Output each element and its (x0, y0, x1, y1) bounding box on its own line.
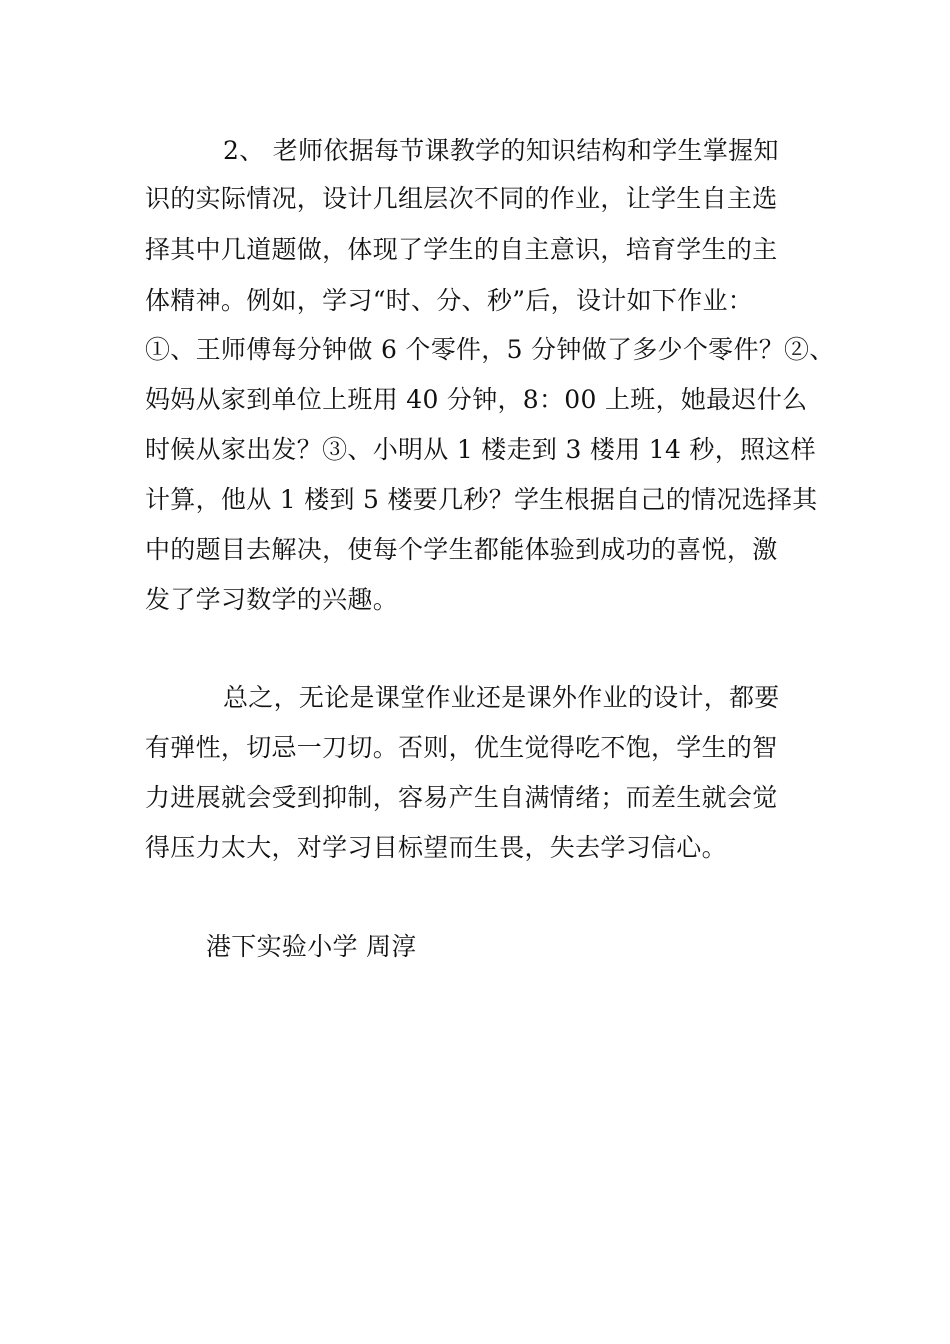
paragraph-line: 中的题目去解决，使每个学生都能体验到成功的喜悦，激 (145, 535, 778, 564)
paragraph-line: 择其中几道题做，体现了学生的自主意识，培育学生的主 (145, 235, 778, 264)
author-signature: 港下实验小学 周淳 (206, 932, 417, 961)
paragraph-line: 时候从家出发？③、小明从 1 楼走到 3 楼用 14 秒，照这样 (145, 435, 816, 464)
paragraph-line: ①、王师傅每分钟做 6 个零件，5 分钟做了多少个零件？②、 (145, 335, 835, 364)
paragraph-line: 总之，无论是课堂作业还是课外作业的设计，都要 (223, 683, 780, 712)
paragraph-line: 2、 老师依据每节课教学的知识结构和学生掌握知 (223, 136, 779, 165)
paragraph-line: 得压力太大，对学习目标望而生畏，失去学习信心。 (145, 833, 727, 862)
paragraph-line: 力进展就会受到抑制，容易产生自满情绪；而差生就会觉 (145, 783, 778, 812)
paragraph-line: 识的实际情况，设计几组层次不同的作业，让学生自主选 (145, 184, 778, 213)
paragraph-line: 有弹性，切忌一刀切。否则，优生觉得吃不饱，学生的智 (145, 733, 778, 762)
paragraph-line: 发了学习数学的兴趣。 (145, 585, 399, 614)
paragraph-line: 妈妈从家到单位上班用 40 分钟，8：00 上班，她最迟什么 (145, 385, 808, 414)
paragraph-line: 计算，他从 1 楼到 5 楼要几秒？学生根据自己的情况选择其 (145, 485, 818, 514)
paragraph-line: 体精神。例如，学习“时、分、秒”后，设计如下作业： (145, 286, 754, 315)
